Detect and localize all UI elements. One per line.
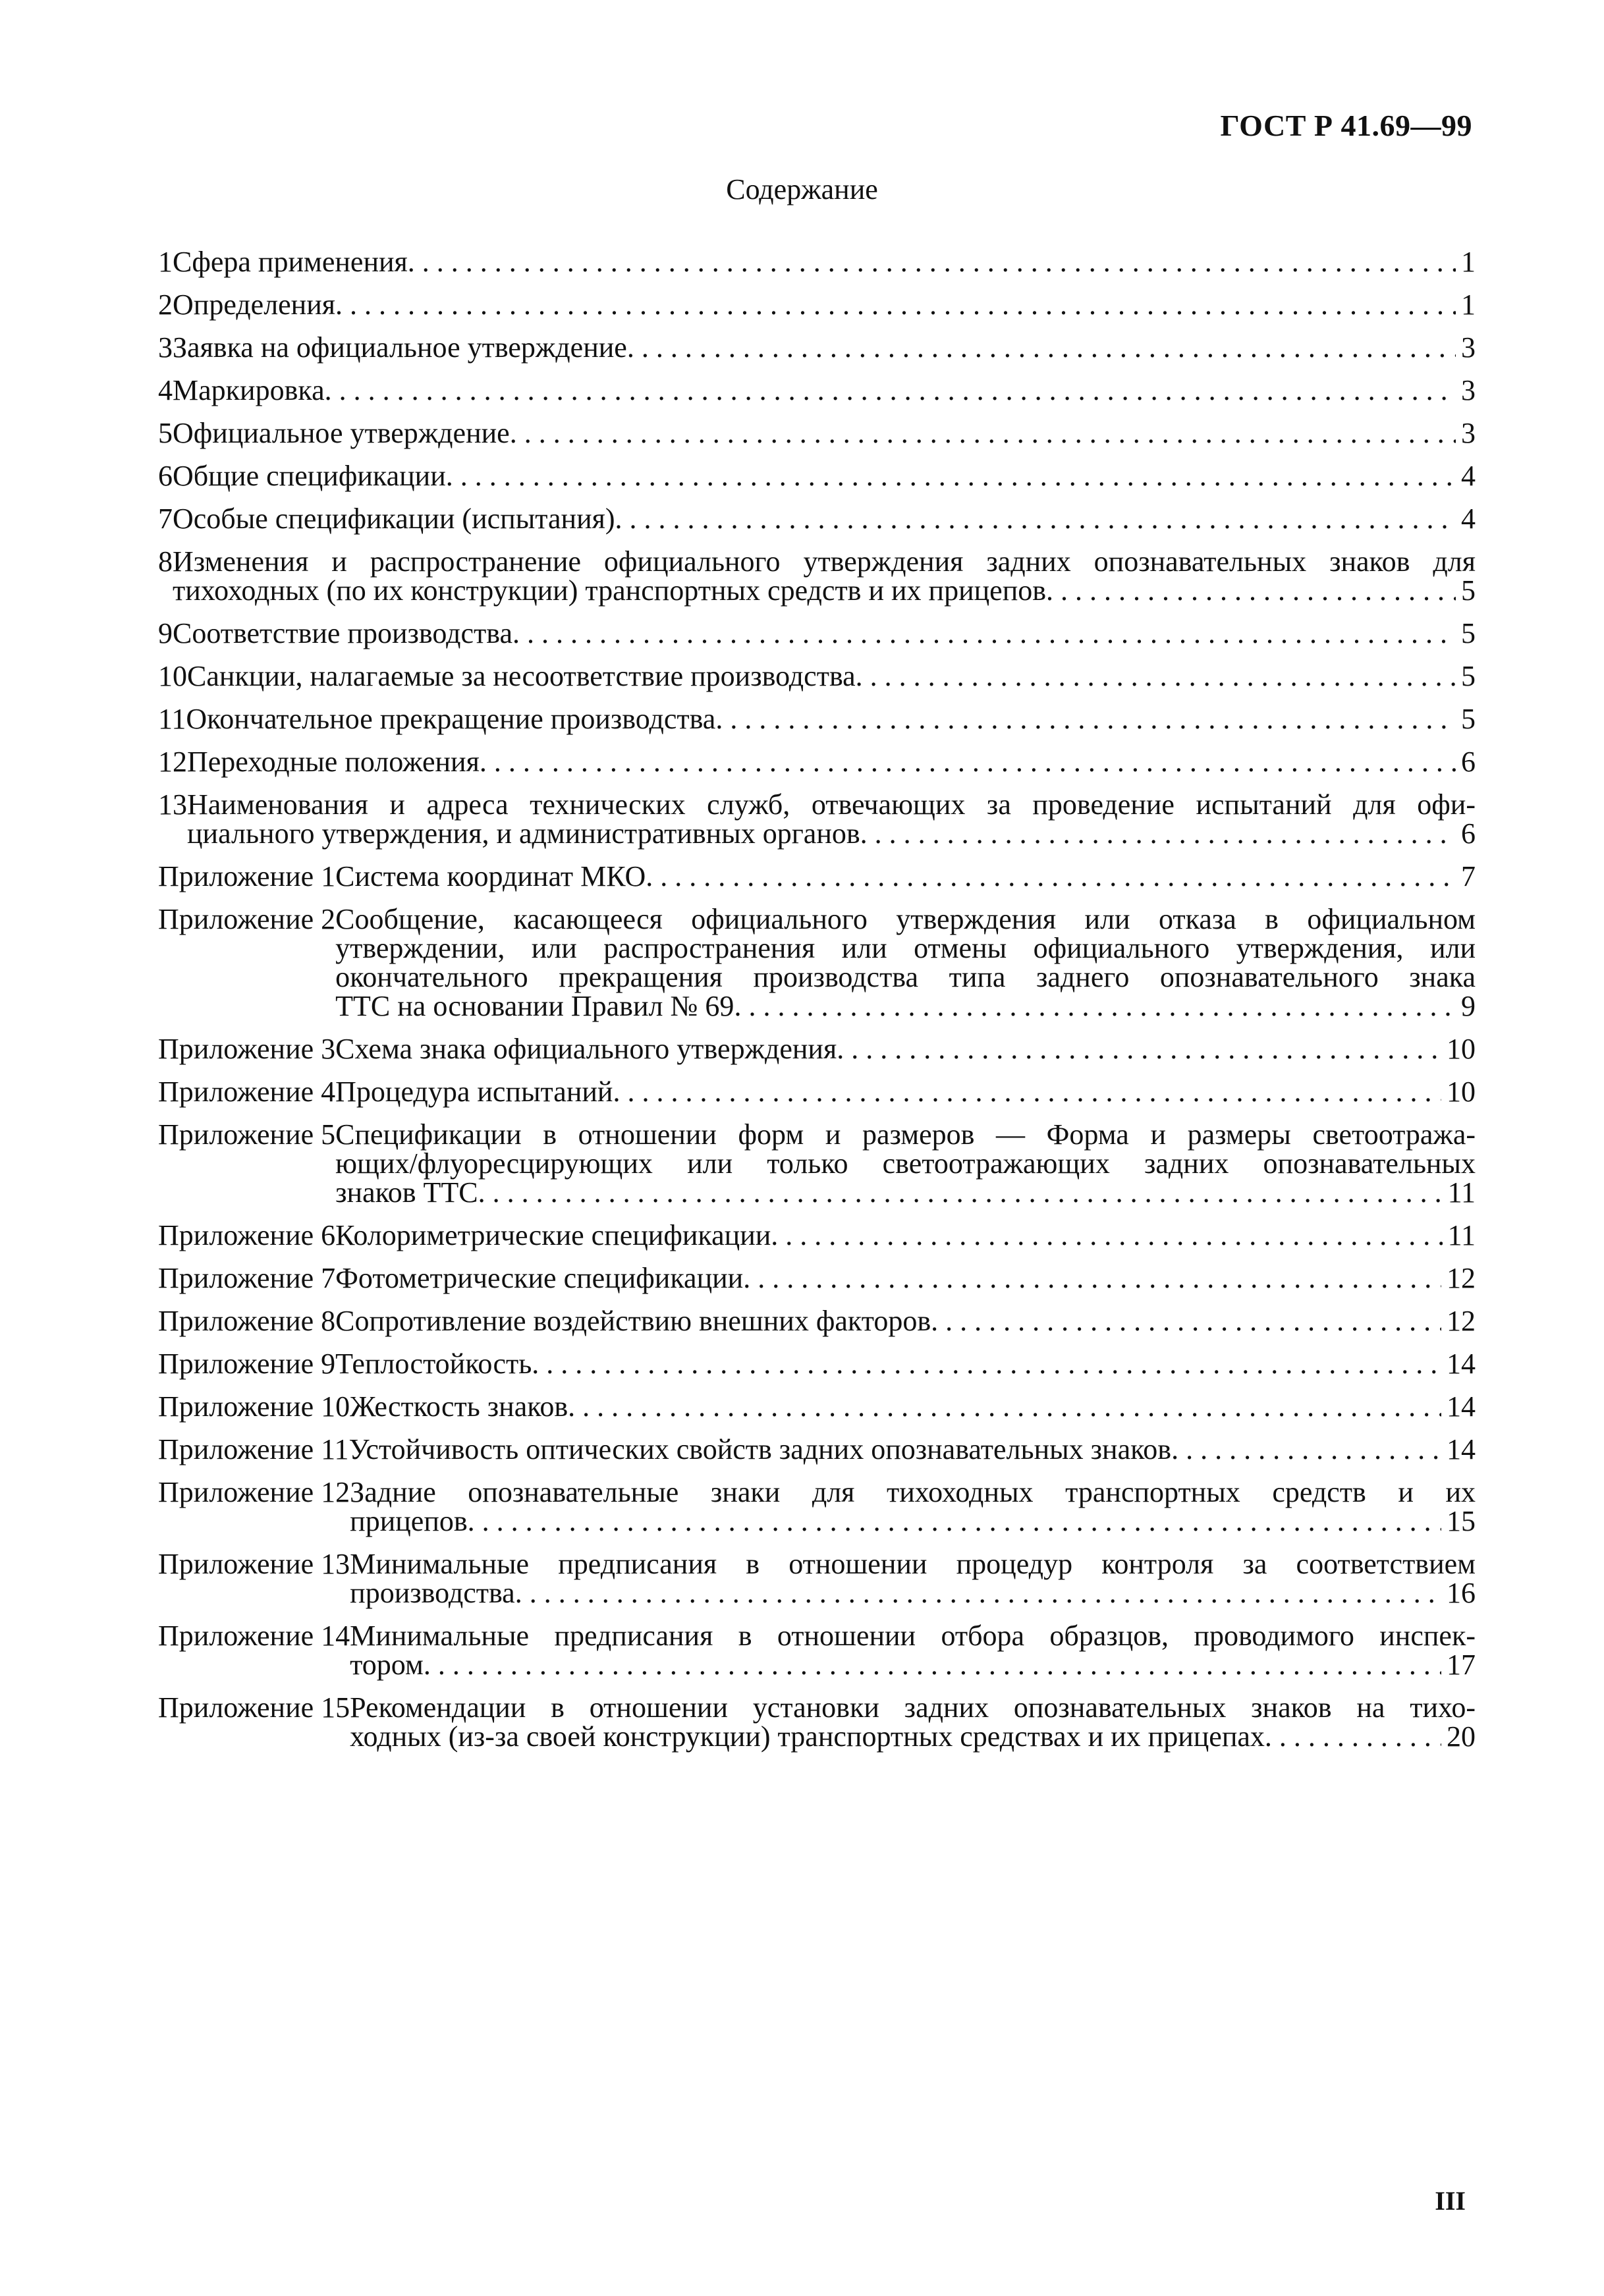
toc-entry-line [158, 1722, 1476, 1751]
toc-entry-title: Устойчивость оптических свойств задних опознавательных знаков [348, 1433, 1172, 1465]
toc-entry-line [158, 1507, 1476, 1536]
dot-leader [480, 748, 1456, 777]
toc-entry-line [158, 819, 1476, 848]
dot-leader [468, 1507, 1441, 1536]
toc-entry-title: Колориметрические спецификации [335, 1219, 771, 1251]
toc-entry-line [158, 790, 1476, 819]
toc-page-number: 1 [1461, 246, 1476, 278]
toc-entry-title: Задние опознавательные знаки для тихоходных транспортных средств и их [350, 1476, 1476, 1508]
toc-entry-title: циального утверждения, и административных органов [187, 817, 860, 850]
toc-entry [158, 1550, 1476, 1608]
toc-entry-line [158, 1149, 1476, 1178]
toc-entry [158, 547, 1476, 605]
dot-leader [734, 992, 1456, 1021]
dot-leader [860, 819, 1456, 848]
toc-entry-line [158, 1120, 1476, 1149]
toc-entry [158, 419, 1476, 448]
toc-entry-line [158, 290, 1476, 319]
toc-entry-line [158, 505, 1476, 533]
toc-entry [158, 905, 1476, 1021]
page-number: III [1435, 2186, 1466, 2216]
toc-entry [158, 748, 1476, 777]
toc-entry-line [158, 462, 1476, 491]
toc-entry-title: Заявка на официальное утверждение [173, 331, 627, 364]
toc-entry-line [158, 547, 1476, 576]
toc-entry-number: 7 [158, 503, 173, 535]
toc-entry [158, 1221, 1476, 1250]
toc-entry-line [158, 662, 1476, 691]
toc-entry-line [158, 1221, 1476, 1250]
toc-entry-number: Приложение 4 [158, 1076, 336, 1108]
toc-entry-number: 1 [158, 246, 173, 278]
toc-entry [158, 1350, 1476, 1379]
dot-leader [837, 1035, 1441, 1064]
toc-page-number: 11 [1447, 1176, 1476, 1209]
toc-entry-title: Официальное утверждение [173, 417, 510, 449]
toc-entry-title: знаков ТТС [335, 1176, 478, 1209]
toc-entry-number: 4 [158, 374, 173, 406]
toc-entry-title: Минимальные предписания в отношении процедур контроля за соответствием [350, 1548, 1476, 1580]
toc-entry-title: утверждении, или распространения или отмены официального утверждения, или [335, 932, 1476, 964]
toc-page-number: 15 [1447, 1505, 1476, 1537]
toc-entry-title: тором [350, 1649, 424, 1681]
toc-entry [158, 248, 1476, 277]
toc-entry-number: Приложение 2 [158, 903, 336, 935]
toc-page-number: 10 [1447, 1076, 1476, 1108]
toc-entry [158, 462, 1476, 491]
toc-entry [158, 1693, 1476, 1751]
toc-entry-line [158, 992, 1476, 1021]
toc-entry-title: Соответствие производства [173, 617, 512, 649]
toc-entry-title: Спецификации в отношении форм и размеров — Форма и размеры светоотража- [335, 1118, 1476, 1151]
dot-leader [408, 248, 1456, 277]
toc-entry-line [158, 376, 1476, 405]
toc-entry [158, 505, 1476, 533]
toc-entry [158, 1078, 1476, 1107]
toc-entry-title: Жесткость знаков [350, 1390, 568, 1423]
toc-entry-line [158, 748, 1476, 777]
toc-page-number: 6 [1461, 817, 1476, 850]
toc-entry [158, 1120, 1476, 1207]
toc-entry-line [158, 905, 1476, 934]
dot-leader [568, 1392, 1441, 1421]
toc-entry-line [158, 248, 1476, 277]
toc-entry-title: Санкции, налагаемые за несоответствие производства [187, 660, 856, 692]
toc-entry-title: ТТС на основании Правил № 69 [335, 990, 734, 1022]
dot-leader [424, 1651, 1441, 1680]
toc-entry-number: 8 [158, 545, 173, 578]
toc-page-number: 14 [1447, 1390, 1476, 1423]
dot-leader [325, 376, 1456, 405]
dot-leader [743, 1264, 1441, 1293]
dot-leader [1171, 1435, 1441, 1464]
toc-entry-title: Наименования и адреса технических служб, отвечающих за проведение испытаний для офи- [187, 788, 1476, 821]
toc-page-number: 5 [1461, 617, 1476, 649]
document-code: ГОСТ Р 41.69—99 [1220, 109, 1472, 142]
dot-leader [446, 462, 1456, 491]
toc-entry-title: окончательного прекращения производства типа заднего опознавательного знака [335, 961, 1476, 993]
toc-entry-line [158, 1078, 1476, 1107]
toc-entry-line [158, 1392, 1476, 1421]
dot-leader [512, 619, 1456, 648]
toc-entry-number: 13 [158, 788, 187, 821]
toc-entry-line [158, 705, 1476, 734]
toc-entry-number: 10 [158, 660, 187, 692]
toc-page-number: 4 [1461, 503, 1476, 535]
toc-entry-title: прицепов [350, 1505, 468, 1537]
toc-page-number: 7 [1461, 860, 1476, 892]
toc-entry-title: Фотометрические спецификации [335, 1262, 744, 1294]
toc-entry-title: Маркировка [173, 374, 325, 406]
toc-entry-number: 5 [158, 417, 173, 449]
dot-leader [627, 333, 1456, 362]
toc-entry [158, 662, 1476, 691]
toc-title: Содержание [726, 173, 878, 205]
toc-entry-title: Процедура испытаний [335, 1076, 613, 1108]
toc-entry-line [158, 1178, 1476, 1207]
toc-entry [158, 1264, 1476, 1293]
toc-entry [158, 1035, 1476, 1064]
toc-entry-line [158, 333, 1476, 362]
toc-page-number: 5 [1461, 574, 1476, 607]
toc-entry [158, 1435, 1476, 1464]
dot-leader [532, 1350, 1441, 1379]
toc-entry-line [158, 1550, 1476, 1579]
toc-entry [158, 290, 1476, 319]
toc-entry-title: Переходные положения [187, 746, 480, 778]
toc-entry-number: Приложение 5 [158, 1118, 336, 1151]
toc-entry [158, 862, 1476, 891]
toc-page-number: 14 [1447, 1348, 1476, 1380]
dot-leader [335, 290, 1456, 319]
toc-page-number: 12 [1447, 1262, 1476, 1294]
toc-page-number: 5 [1461, 703, 1476, 735]
toc-entry-title: ходных (из-за своей конструкции) транспортных средствах и их прицепах [350, 1720, 1265, 1753]
toc-page-number: 3 [1461, 331, 1476, 364]
toc-entry-number: Приложение 15 [158, 1691, 350, 1724]
dot-leader [931, 1307, 1441, 1336]
toc-entry-title: Минимальные предписания в отношении отбора образцов, проводимого инспек- [350, 1620, 1476, 1652]
toc-entry [158, 1392, 1476, 1421]
toc-entry-title: Теплостойкость [335, 1348, 532, 1380]
toc-entry-line [158, 1435, 1476, 1464]
toc-entry-title: Рекомендации в отношении установки задних опознавательных знаков на тихо- [350, 1691, 1476, 1724]
dot-leader [1046, 576, 1456, 605]
dot-leader [715, 705, 1456, 734]
table-of-contents [158, 248, 1476, 1765]
toc-entry-number: 12 [158, 746, 187, 778]
toc-entry-line [158, 963, 1476, 992]
toc-entry-line [158, 1579, 1476, 1608]
dot-leader [646, 862, 1456, 891]
toc-entry-title: Окончательное прекращение производства [186, 703, 716, 735]
toc-entry [158, 1307, 1476, 1336]
toc-entry-line [158, 1035, 1476, 1064]
toc-page-number: 12 [1447, 1305, 1476, 1337]
toc-entry-title: Изменения и распространение официального утверждения задних опознавательных знаков для [173, 545, 1476, 578]
toc-page-number: 16 [1447, 1577, 1476, 1609]
toc-page-number: 9 [1461, 990, 1476, 1022]
toc-entry [158, 790, 1476, 848]
toc-entry-number: Приложение 6 [158, 1219, 336, 1251]
toc-entry-line [158, 1651, 1476, 1680]
dot-leader [856, 662, 1456, 691]
toc-entry-number: 2 [158, 288, 173, 321]
toc-page-number: 10 [1447, 1033, 1476, 1065]
dot-leader [613, 1078, 1441, 1107]
toc-entry-number: Приложение 9 [158, 1348, 336, 1380]
toc-entry-line [158, 1350, 1476, 1379]
dot-leader [1265, 1722, 1441, 1751]
dot-leader [478, 1178, 1443, 1207]
toc-entry-line [158, 934, 1476, 963]
toc-page-number: 4 [1461, 460, 1476, 492]
dot-leader [771, 1221, 1442, 1250]
toc-entry-title: Особые спецификации (испытания) [173, 503, 615, 535]
toc-entry-number: Приложение 12 [158, 1476, 350, 1508]
toc-entry-number: Приложение 10 [158, 1390, 350, 1423]
toc-entry-line [158, 419, 1476, 448]
toc-entry-number: 9 [158, 617, 173, 649]
toc-entry [158, 333, 1476, 362]
toc-entry-title: Определения [173, 288, 336, 321]
toc-page-number: 3 [1461, 417, 1476, 449]
toc-entry-line [158, 1693, 1476, 1722]
toc-entry-number: Приложение 14 [158, 1620, 350, 1652]
toc-entry-number: Приложение 8 [158, 1305, 336, 1337]
toc-entry-line [158, 1478, 1476, 1507]
toc-entry-line [158, 862, 1476, 891]
toc-page-number: 14 [1447, 1433, 1476, 1465]
toc-page-number: 5 [1461, 660, 1476, 692]
toc-entry [158, 1622, 1476, 1680]
toc-entry-line [158, 1622, 1476, 1651]
toc-page-number: 11 [1447, 1219, 1476, 1251]
toc-entry-number: 3 [158, 331, 173, 364]
toc-page-number: 6 [1461, 746, 1476, 778]
toc-entry-number: Приложение 1 [158, 860, 336, 892]
toc-page-number: 1 [1461, 288, 1476, 321]
toc-entry-line [158, 576, 1476, 605]
toc-entry-line [158, 1264, 1476, 1293]
dot-leader [510, 419, 1456, 448]
toc-entry [158, 376, 1476, 405]
dot-leader [615, 505, 1456, 533]
toc-entry [158, 705, 1476, 734]
toc-entry [158, 619, 1476, 648]
toc-entry-title: Система координат МКО [335, 860, 646, 892]
toc-entry-number: 11 [158, 703, 186, 735]
toc-page-number: 3 [1461, 374, 1476, 406]
toc-entry-title: Общие спецификации [173, 460, 446, 492]
toc-page-number: 17 [1447, 1649, 1476, 1681]
toc-entry-title: ющих/флуоресцирующих или только светоотражающих задних опознавательных [335, 1147, 1476, 1180]
toc-entry-number: Приложение 3 [158, 1033, 336, 1065]
toc-entry-line [158, 1307, 1476, 1336]
toc-entry [158, 1478, 1476, 1536]
dot-leader [515, 1579, 1441, 1608]
toc-entry-title: Сфера применения [173, 246, 408, 278]
toc-entry-number: Приложение 7 [158, 1262, 336, 1294]
toc-entry-title: Схема знака официального утверждения [335, 1033, 837, 1065]
toc-entry-number: Приложение 11 [158, 1433, 349, 1465]
toc-entry-number: 6 [158, 460, 173, 492]
toc-entry-number: Приложение 13 [158, 1548, 350, 1580]
toc-entry-title: производства [350, 1577, 515, 1609]
toc-entry-title: Сообщение, касающееся официального утверждения или отказа в официальном [335, 903, 1476, 935]
toc-page-number: 20 [1447, 1720, 1476, 1753]
toc-entry-title: Сопротивление воздействию внешних факторов [335, 1305, 931, 1337]
toc-entry-line [158, 619, 1476, 648]
toc-entry-title: тихоходных (по их конструкции) транспортных средств и их прицепов [173, 574, 1047, 607]
